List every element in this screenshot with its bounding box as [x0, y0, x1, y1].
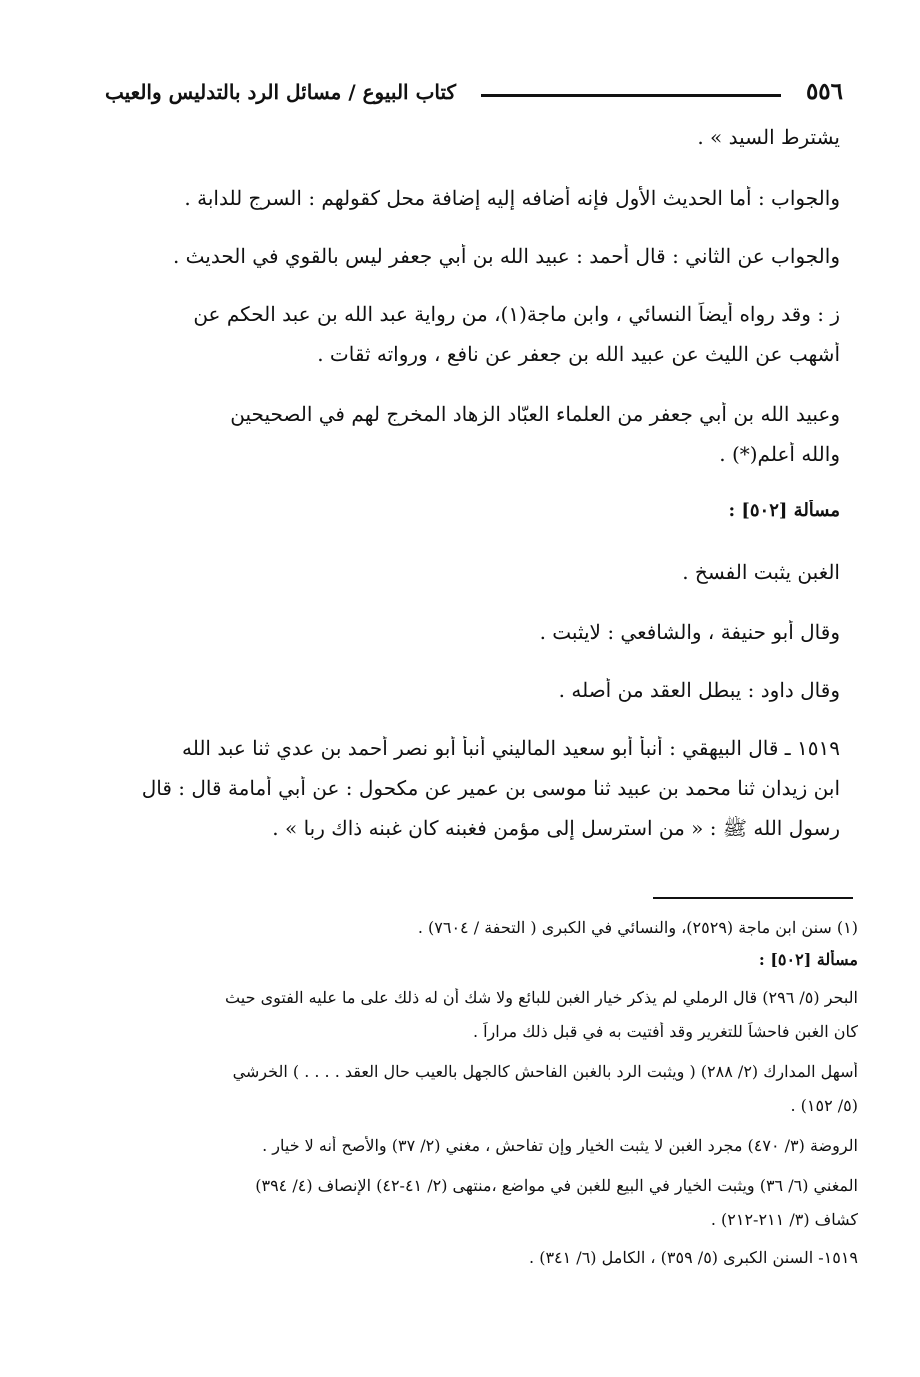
- footnote-line: أسهل المدارك (٢/ ٢٨٨) ( ويثبت الرد بالغبن الفاحش كالجهل بالعيب حال العقد . . . . ) الخرشي: [232, 1062, 858, 1081]
- section-heading: مسألة [٥٠٢] :: [728, 500, 840, 521]
- text-line: والجواب عن الثاني : قال أحمد : عبيد الله بن أبي جعفر ليس بالقوي في الحديث .: [172, 244, 840, 268]
- footnote-line: كشاف (٣/ ٢١١-٢١٢) .: [710, 1210, 858, 1229]
- page-header: [105, 78, 843, 118]
- text-line: وعبيد الله بن أبي جعفر من العلماء العبّاد الزهاد المخرج لهم في الصحيحين: [230, 402, 840, 426]
- text-line: ١٥١٩ ـ قال البيهقي : أنبأ أبو سعيد الماليني أنبأ أبو نصر أحمد بن عدي ثنا عبد الله: [181, 736, 840, 760]
- footnote-line: (١) سنن ابن ماجة (٢٥٢٩)، والنسائي في الكبرى ( التحفة / ٧٦٠٤) .: [417, 918, 858, 937]
- text-line: أشهب عن الليث عن عبيد الله بن جعفر عن نافع ، ورواته ثقات .: [317, 342, 840, 366]
- footnote-line: المغني (٦/ ٣٦) ويثبت الخيار في البيع للغبن في مواضع ،منتهى (٢/ ٤١-٤٢) الإنصاف (٤/ ٣٩٤): [255, 1176, 858, 1195]
- text-line: والله أعلم(*) .: [719, 442, 840, 466]
- text-line: وقال أبو حنيفة ، والشافعي : لايثبت .: [539, 620, 840, 644]
- footnote-line: (٥/ ١٥٢) .: [790, 1096, 858, 1115]
- text-line: ز : وقد رواه أيضاً النسائي ، وابن ماجة(١)، من رواية عبد الله بن عبد الحكم عن: [193, 302, 840, 326]
- text-line: رسول الله ﷺ : « من استرسل إلى مؤمن فغبنه كان غبنه ذاك ربا » .: [272, 816, 840, 840]
- text-line: وقال داود : يبطل العقد من أصله .: [558, 678, 840, 702]
- text-line: ابن زيدان ثنا محمد بن عبيد ثنا موسى بن عمير عن مكحول : عن أبي أمامة قال : قال: [141, 776, 840, 800]
- footnote-line: كان الغبن فاحشاً للتغرير وقد أفتيت به في قبل ذلك مراراً .: [472, 1022, 858, 1041]
- text-line: والجواب : أما الحديث الأول فإنه أضافه إليه إضافة محل كقولهم : السرج للدابة .: [184, 186, 840, 210]
- footnote-line: البحر (٥/ ٢٩٦) قال الرملي لم يذكر خيار الغبن للبائع ولا شك أن له ذلك على ما عليه الفتوى حيث: [225, 988, 858, 1007]
- page-number: ٥٥٦: [805, 78, 843, 105]
- footnote-heading: مسألة [٥٠٢] :: [758, 950, 858, 969]
- footnote-rule: [653, 897, 853, 899]
- footnote-line: ١٥١٩- السنن الكبرى (٥/ ٣٥٩) ، الكامل (٦/ ٣٤١) .: [529, 1248, 858, 1267]
- footnote-line: الروضة (٣/ ٤٧٠) مجرد الغبن لا يثبت الخيار وإن تفاحش ، مغني (٢/ ٣٧) والأصح أنه لا خيار .: [262, 1136, 858, 1155]
- running-title: كتاب البيوع / مسائل الرد بالتدليس والعيب: [105, 80, 457, 104]
- text-line: الغبن يثبت الفسخ .: [682, 560, 840, 584]
- header-rule: [481, 94, 781, 97]
- text-line: يشترط السيد » .: [697, 125, 840, 149]
